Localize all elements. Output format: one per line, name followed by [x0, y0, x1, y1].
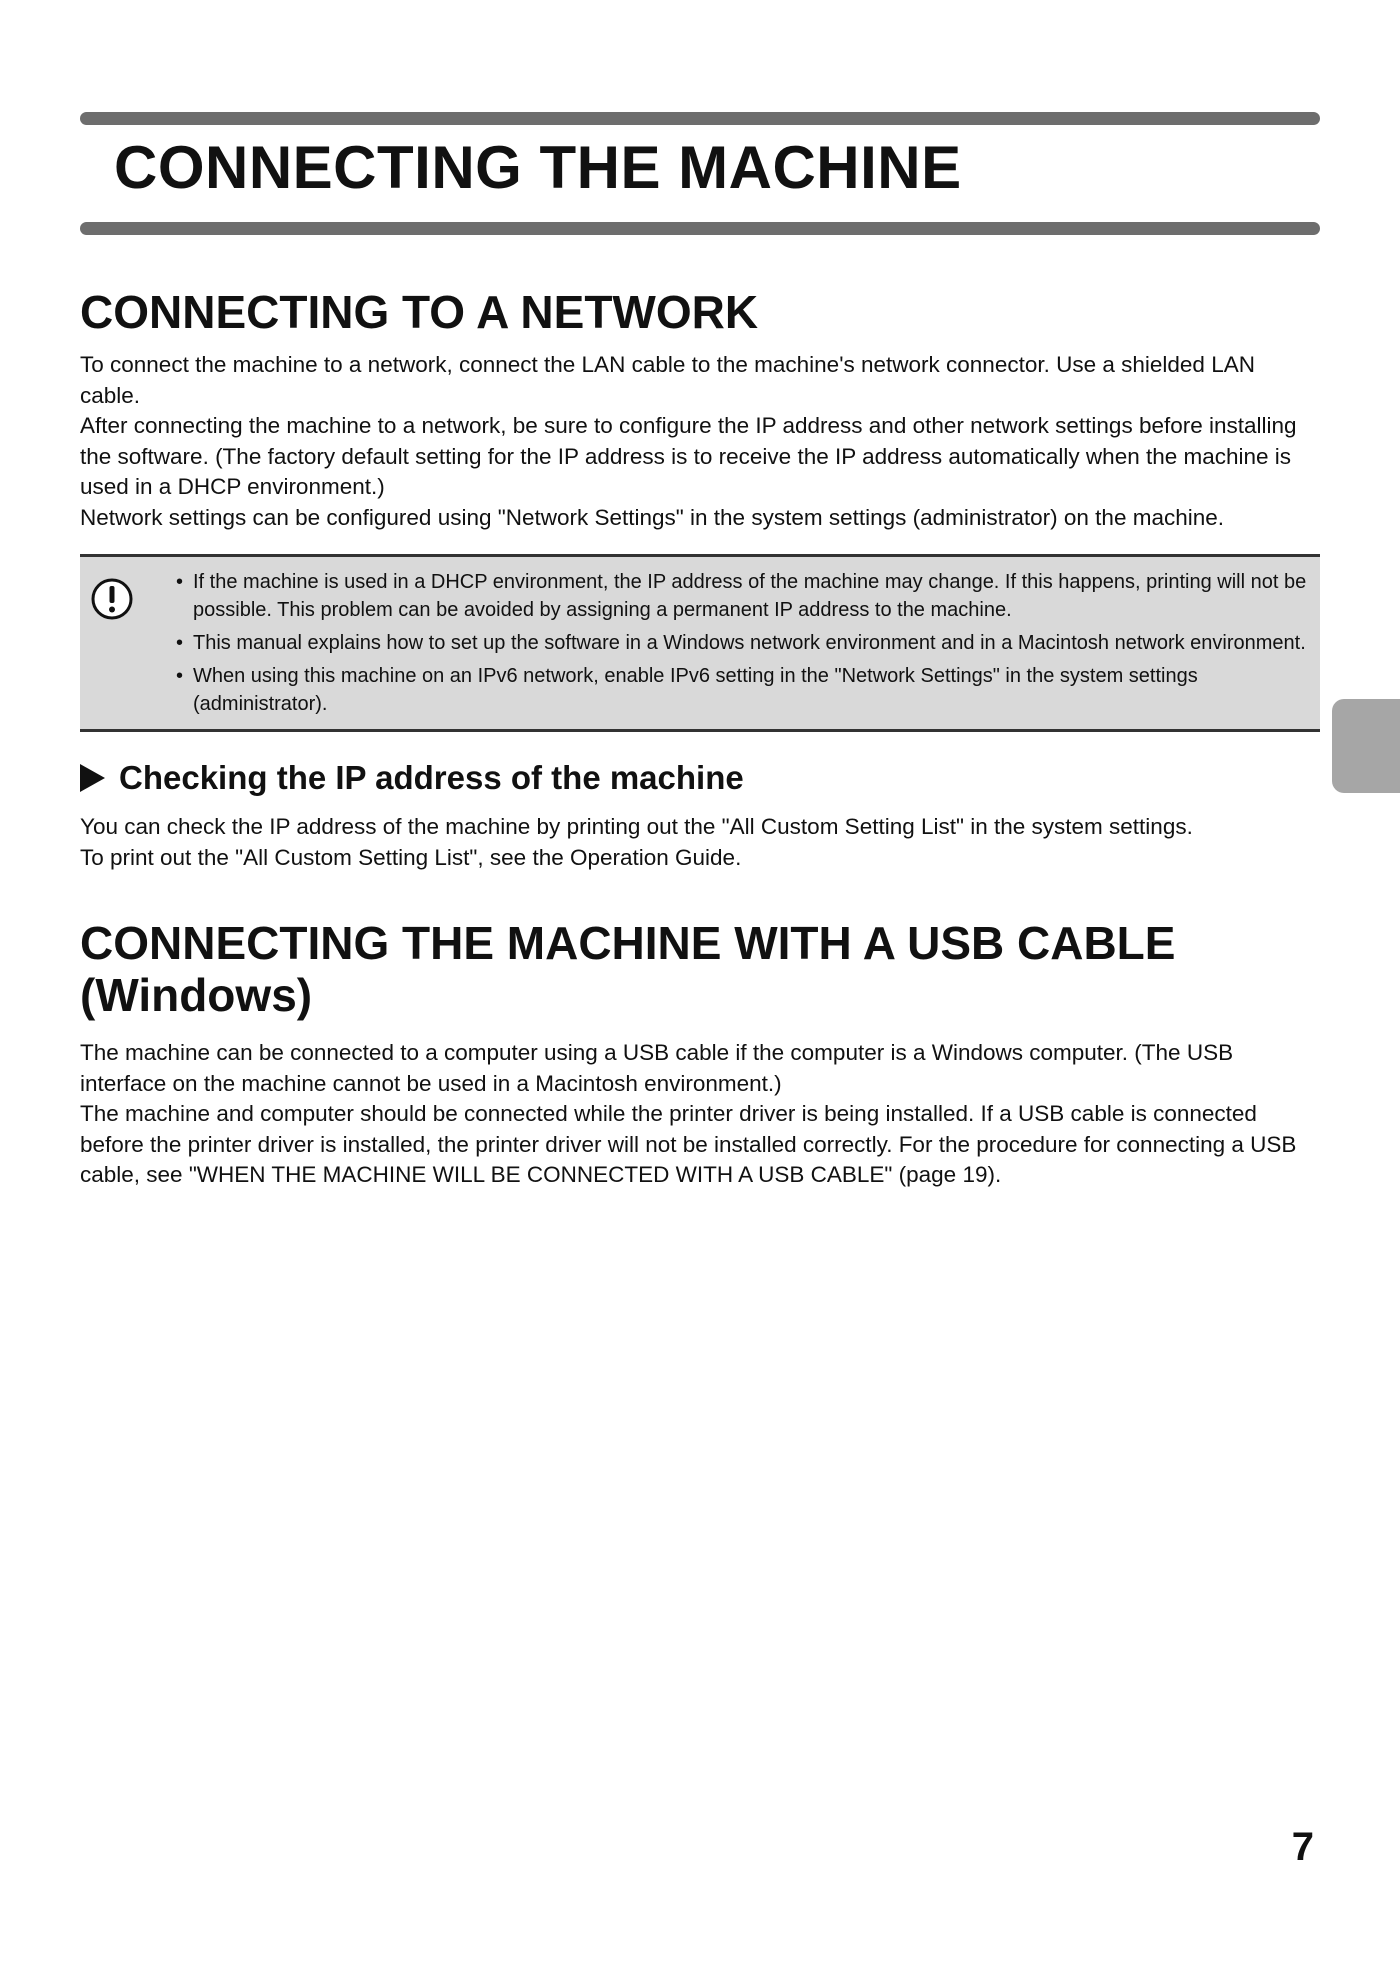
usb-heading-line-2: (Windows) — [80, 969, 313, 1021]
notice-item — [176, 662, 1308, 718]
notice-list — [176, 568, 1308, 718]
bullet-icon: • — [176, 632, 184, 654]
usb-heading — [80, 917, 1320, 1021]
chapter-title: CONNECTING THE MACHINE — [114, 134, 962, 201]
triangle-right-icon — [80, 764, 105, 792]
network-paragraph-3: Network settings can be configured using "Network Settings" in the system settings (administrator) on the machine. — [80, 504, 1225, 530]
network-paragraph-2: After connecting the machine to a network, be sure to configure the IP address and other network settings before installing the software. (The factory default setting for the IP address is to receive the IP address automatically when the machine is used in a DHCP environment.) — [80, 413, 1297, 499]
bullet-icon: • — [176, 571, 184, 593]
ip-check-paragraph-2: To print out the "All Custom Setting List", see the Operation Guide. — [80, 844, 742, 870]
notice-box — [80, 554, 1320, 732]
page-content — [80, 286, 1320, 1191]
notice-item — [176, 629, 1308, 657]
usb-heading-line-1: CONNECTING THE MACHINE WITH A USB CABLE — [80, 917, 1176, 969]
notice-item-text: When using this machine on an IPv6 network, enable IPv6 setting in the "Network Settings" in the system settings (administrator). — [193, 665, 1198, 715]
usb-paragraph-2: The machine and computer should be connected while the printer driver is being installed. If a USB cable is connected before the printer driver is installed, the printer driver will not be installed correctly. For the procedure for connecting a USB cable, see "WHEN THE MACHINE WILL BE CONNECTED WITH A USB CABLE" (page 19). — [80, 1101, 1297, 1187]
ip-check-heading-text: Checking the IP address of the machine — [119, 759, 744, 796]
network-paragraph-1: To connect the machine to a network, connect the LAN cable to the machine's network connector. Use a shielded LAN cable. — [80, 352, 1255, 408]
page-number: 7 — [1291, 1825, 1314, 1869]
ip-check-paragraph-1: You can check the IP address of the machine by printing out the "All Custom Setting List" in the system settings. — [80, 814, 1193, 839]
exclamation-circle-icon — [90, 577, 134, 621]
network-heading: CONNECTING TO A NETWORK — [80, 286, 759, 338]
chapter-top-rule — [80, 112, 1320, 125]
bullet-icon: • — [176, 665, 184, 687]
notice-item — [176, 568, 1308, 624]
chapter-side-tab — [1332, 699, 1400, 793]
notice-item-text: This manual explains how to set up the software in a Windows network environment and in a Macintosh network environment. — [193, 632, 1306, 654]
notice-item-text: If the machine is used in a DHCP environment, the IP address of the machine may change. If this happens, printing will not be possible. This problem can be avoided by assigning a permanent IP address to the machine. — [193, 571, 1307, 621]
ip-check-heading — [80, 758, 1320, 798]
chapter-bottom-rule — [80, 222, 1320, 235]
usb-paragraph-1: The machine can be connected to a computer using a USB cable if the computer is a Windows computer. (The USB interface on the machine cannot be used in a Macintosh environment.) — [80, 1040, 1234, 1096]
